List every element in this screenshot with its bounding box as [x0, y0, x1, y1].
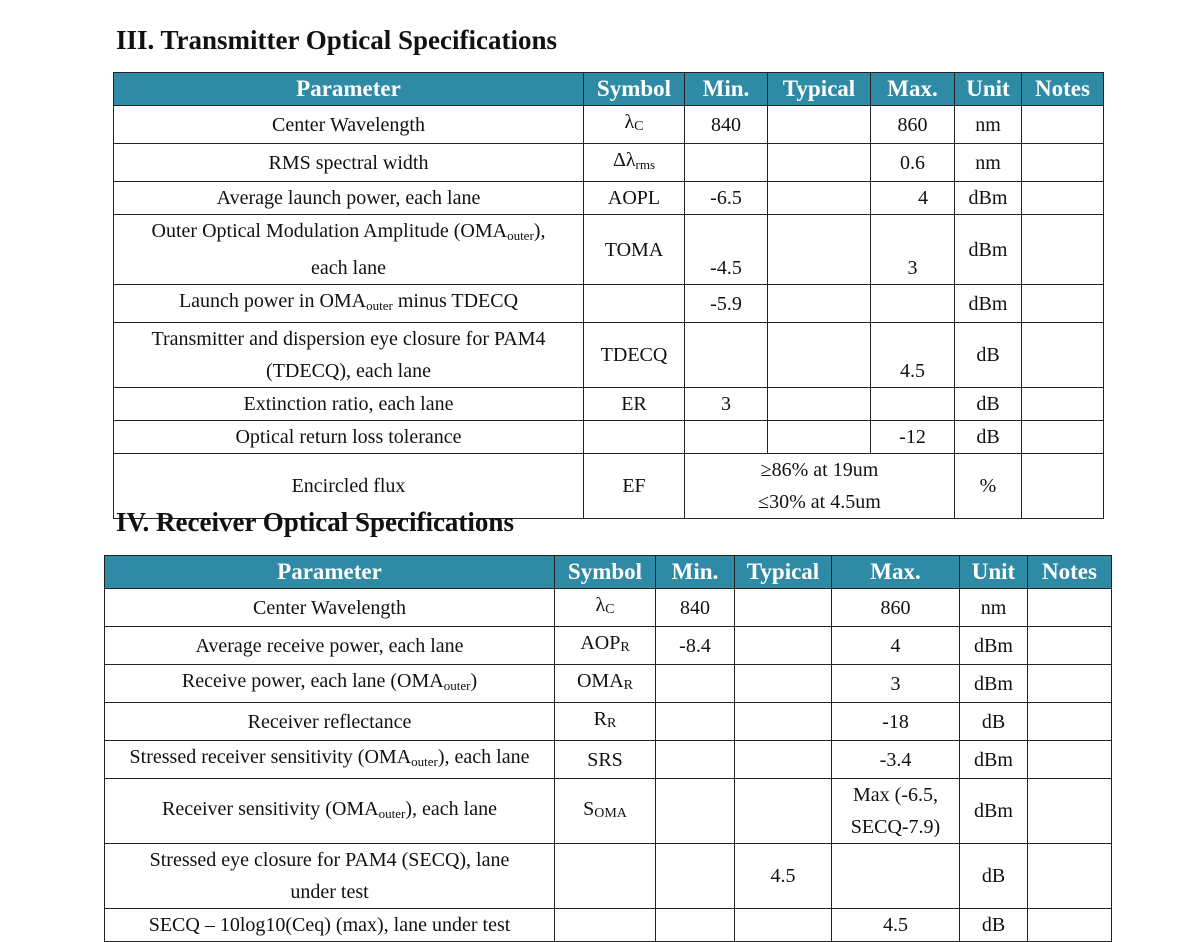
symbol-cell	[584, 144, 685, 182]
max-cell: 860	[832, 589, 960, 627]
max-cell: 4	[871, 182, 955, 215]
min-cell	[656, 844, 735, 909]
header-max: Max.	[832, 556, 960, 589]
param-cell: Average launch power, each lane	[114, 182, 584, 215]
param-text: Transmitter and dispersion eye closure for PAM4	[151, 328, 546, 350]
min-cell: 840	[685, 106, 768, 144]
symbol-subscript: R	[623, 678, 633, 693]
table-row	[105, 589, 1112, 627]
table-row	[114, 182, 1104, 215]
table-row	[105, 703, 1112, 741]
param-text-end: minus TDECQ	[392, 290, 519, 312]
param-cell: Receiver reflectance	[105, 703, 555, 741]
header-notes: Notes	[1022, 73, 1104, 106]
max-cell: 3	[871, 215, 955, 285]
table-row	[114, 215, 1104, 285]
header-parameter: Parameter	[114, 73, 584, 106]
min-cell	[685, 421, 768, 454]
typical-cell	[735, 627, 832, 665]
table-row	[114, 388, 1104, 421]
min-cell: 3	[685, 388, 768, 421]
symbol-cell	[555, 703, 656, 741]
min-cell: -8.4	[656, 627, 735, 665]
symbol-cell: SRS	[555, 741, 656, 779]
symbol-subscript: OMA	[594, 805, 627, 821]
param-subscript: outer	[378, 805, 406, 821]
symbol-cell	[584, 285, 685, 323]
unit-cell: dBm	[960, 627, 1028, 665]
header-symbol: Symbol	[584, 73, 685, 106]
typical-cell	[768, 323, 871, 388]
notes-cell	[1028, 741, 1112, 779]
max-cell: -3.4	[832, 741, 960, 779]
table-row	[114, 144, 1104, 182]
table-header-row	[105, 556, 1112, 589]
param-text-line2: (TDECQ), each lane	[266, 360, 431, 382]
param-cell: Optical return loss tolerance	[114, 421, 584, 454]
unit-cell: dB	[960, 844, 1028, 909]
max-cell: 0.6	[871, 144, 955, 182]
param-text: Stressed eye closure for PAM4 (SECQ), lane	[149, 849, 510, 871]
max-cell	[832, 779, 960, 844]
max-cell: 4.5	[871, 323, 955, 388]
notes-cell	[1022, 323, 1104, 388]
typical-cell	[768, 285, 871, 323]
header-notes: Notes	[1028, 556, 1112, 589]
unit-cell: dBm	[960, 665, 1028, 703]
max-cell	[871, 285, 955, 323]
notes-cell	[1028, 627, 1112, 665]
notes-cell	[1022, 182, 1104, 215]
unit-cell: dBm	[955, 215, 1022, 285]
min-cell: -5.9	[685, 285, 768, 323]
max-cell	[871, 388, 955, 421]
symbol-cell: AOPL	[584, 182, 685, 215]
table-row	[114, 323, 1104, 388]
header-symbol: Symbol	[555, 556, 656, 589]
param-cell	[114, 285, 584, 323]
max-line1: Max (-6.5,	[853, 784, 938, 806]
header-min: Min.	[656, 556, 735, 589]
max-line2: SECQ-7.9)	[850, 816, 941, 838]
notes-cell	[1028, 779, 1112, 844]
symbol-cell	[555, 665, 656, 703]
table-row	[105, 627, 1112, 665]
header-max: Max.	[871, 73, 955, 106]
param-cell	[105, 665, 555, 703]
typical-cell	[735, 589, 832, 627]
transmitter-spec-table	[113, 72, 1104, 519]
unit-cell: dBm	[955, 182, 1022, 215]
param-text-end: ), each lane	[437, 746, 530, 768]
notes-cell	[1028, 665, 1112, 703]
param-cell	[114, 323, 584, 388]
typical-cell	[768, 215, 871, 285]
header-unit: Unit	[955, 73, 1022, 106]
typical-cell	[735, 779, 832, 844]
typical-cell: 4.5	[735, 844, 832, 909]
min-cell: -6.5	[685, 182, 768, 215]
notes-cell	[1022, 144, 1104, 182]
symbol-cell	[555, 844, 656, 909]
unit-cell: dB	[955, 388, 1022, 421]
value-cell-merged	[685, 454, 955, 519]
notes-cell	[1022, 388, 1104, 421]
typical-cell	[735, 703, 832, 741]
symbol-cell	[584, 106, 685, 144]
table-row	[105, 665, 1112, 703]
unit-cell: dB	[960, 909, 1028, 942]
header-unit: Unit	[960, 556, 1028, 589]
param-cell: Extinction ratio, each lane	[114, 388, 584, 421]
typical-cell	[768, 144, 871, 182]
param-text-line2: each lane	[311, 257, 386, 279]
param-text: Outer Optical Modulation Amplitude (OMA	[151, 220, 508, 242]
symbol-cell	[555, 779, 656, 844]
max-cell: 860	[871, 106, 955, 144]
symbol-main: λ	[624, 111, 635, 133]
unit-cell: nm	[960, 589, 1028, 627]
min-cell	[656, 779, 735, 844]
notes-cell	[1028, 589, 1112, 627]
max-cell: 4	[832, 627, 960, 665]
symbol-cell: EF	[584, 454, 685, 519]
min-cell	[685, 144, 768, 182]
unit-cell: dBm	[960, 741, 1028, 779]
symbol-subscript: rms	[635, 157, 656, 172]
min-cell	[656, 665, 735, 703]
unit-cell: dBm	[960, 779, 1028, 844]
symbol-cell: TOMA	[584, 215, 685, 285]
param-cell: SECQ – 10log10(Ceq) (max), lane under test	[105, 909, 555, 942]
param-cell	[114, 215, 584, 285]
header-min: Min.	[685, 73, 768, 106]
symbol-main: λ	[595, 594, 606, 616]
typical-cell	[768, 182, 871, 215]
receiver-section-title: IV. Receiver Optical Specifications	[116, 507, 514, 537]
notes-cell	[1022, 285, 1104, 323]
param-text-end: ),	[533, 220, 546, 242]
table-row	[114, 421, 1104, 454]
symbol-cell	[555, 627, 656, 665]
unit-cell: dB	[955, 323, 1022, 388]
receiver-spec-table	[104, 555, 1112, 942]
symbol-cell	[555, 589, 656, 627]
min-cell	[656, 703, 735, 741]
param-subscript: outer	[507, 228, 534, 243]
param-text: Receive power, each lane (OMA	[181, 670, 444, 692]
param-subscript: outer	[411, 754, 438, 769]
notes-cell	[1022, 421, 1104, 454]
table-row	[105, 779, 1112, 844]
symbol-main: R	[593, 708, 607, 730]
param-text: Receiver sensitivity (OMA	[162, 797, 379, 820]
typical-cell	[735, 741, 832, 779]
unit-cell: dB	[960, 703, 1028, 741]
param-cell: Center Wavelength	[114, 106, 584, 144]
unit-cell: nm	[955, 106, 1022, 144]
table-row	[114, 106, 1104, 144]
min-cell: 840	[656, 589, 735, 627]
symbol-subscript: R	[620, 640, 630, 655]
symbol-subscript: C	[634, 119, 644, 134]
value-line1: ≥86% at 19um	[760, 459, 879, 481]
typical-cell	[735, 665, 832, 703]
param-cell	[105, 779, 555, 844]
symbol-main: Δλ	[612, 149, 636, 171]
table-row	[105, 741, 1112, 779]
symbol-main: OMA	[576, 670, 624, 692]
min-cell: -4.5	[685, 215, 768, 285]
symbol-cell: ER	[584, 388, 685, 421]
param-text-end: )	[470, 670, 478, 692]
max-cell: 3	[832, 665, 960, 703]
header-parameter: Parameter	[105, 556, 555, 589]
notes-cell	[1028, 703, 1112, 741]
symbol-main: S	[583, 797, 595, 820]
param-cell: RMS spectral width	[114, 144, 584, 182]
notes-cell	[1022, 215, 1104, 285]
param-cell: Average receive power, each lane	[105, 627, 555, 665]
param-cell	[105, 844, 555, 909]
symbol-cell: TDECQ	[584, 323, 685, 388]
param-cell: Encircled flux	[114, 454, 584, 519]
symbol-cell	[584, 421, 685, 454]
unit-cell: %	[955, 454, 1022, 519]
max-cell: -12	[871, 421, 955, 454]
param-text-line2: under test	[290, 881, 369, 903]
max-cell	[832, 844, 960, 909]
table-row	[105, 844, 1112, 909]
max-cell: 4.5	[832, 909, 960, 942]
typical-cell	[768, 421, 871, 454]
symbol-subscript: R	[607, 716, 617, 731]
typical-cell	[768, 106, 871, 144]
param-text: Stressed receiver sensitivity (OMA	[129, 746, 412, 768]
max-cell: -18	[832, 703, 960, 741]
notes-cell	[1022, 454, 1104, 519]
param-text: Launch power in OMA	[178, 290, 367, 312]
value-line2: ≤30% at 4.5um	[758, 491, 881, 513]
min-cell	[656, 741, 735, 779]
unit-cell: dBm	[955, 285, 1022, 323]
unit-cell: dB	[955, 421, 1022, 454]
unit-cell: nm	[955, 144, 1022, 182]
notes-cell	[1028, 844, 1112, 909]
notes-cell	[1022, 106, 1104, 144]
symbol-subscript: C	[605, 602, 615, 617]
param-subscript: outer	[366, 298, 393, 313]
header-typical: Typical	[735, 556, 832, 589]
param-cell	[105, 741, 555, 779]
typical-cell	[768, 388, 871, 421]
table-header-row	[114, 73, 1104, 106]
param-cell: Center Wavelength	[105, 589, 555, 627]
table-row	[114, 285, 1104, 323]
header-typical: Typical	[768, 73, 871, 106]
min-cell	[685, 323, 768, 388]
param-text-end: ), each lane	[405, 797, 497, 820]
transmitter-section-title: III. Transmitter Optical Specifications	[116, 25, 557, 55]
symbol-main: AOP	[580, 632, 621, 654]
param-subscript: outer	[443, 678, 471, 693]
